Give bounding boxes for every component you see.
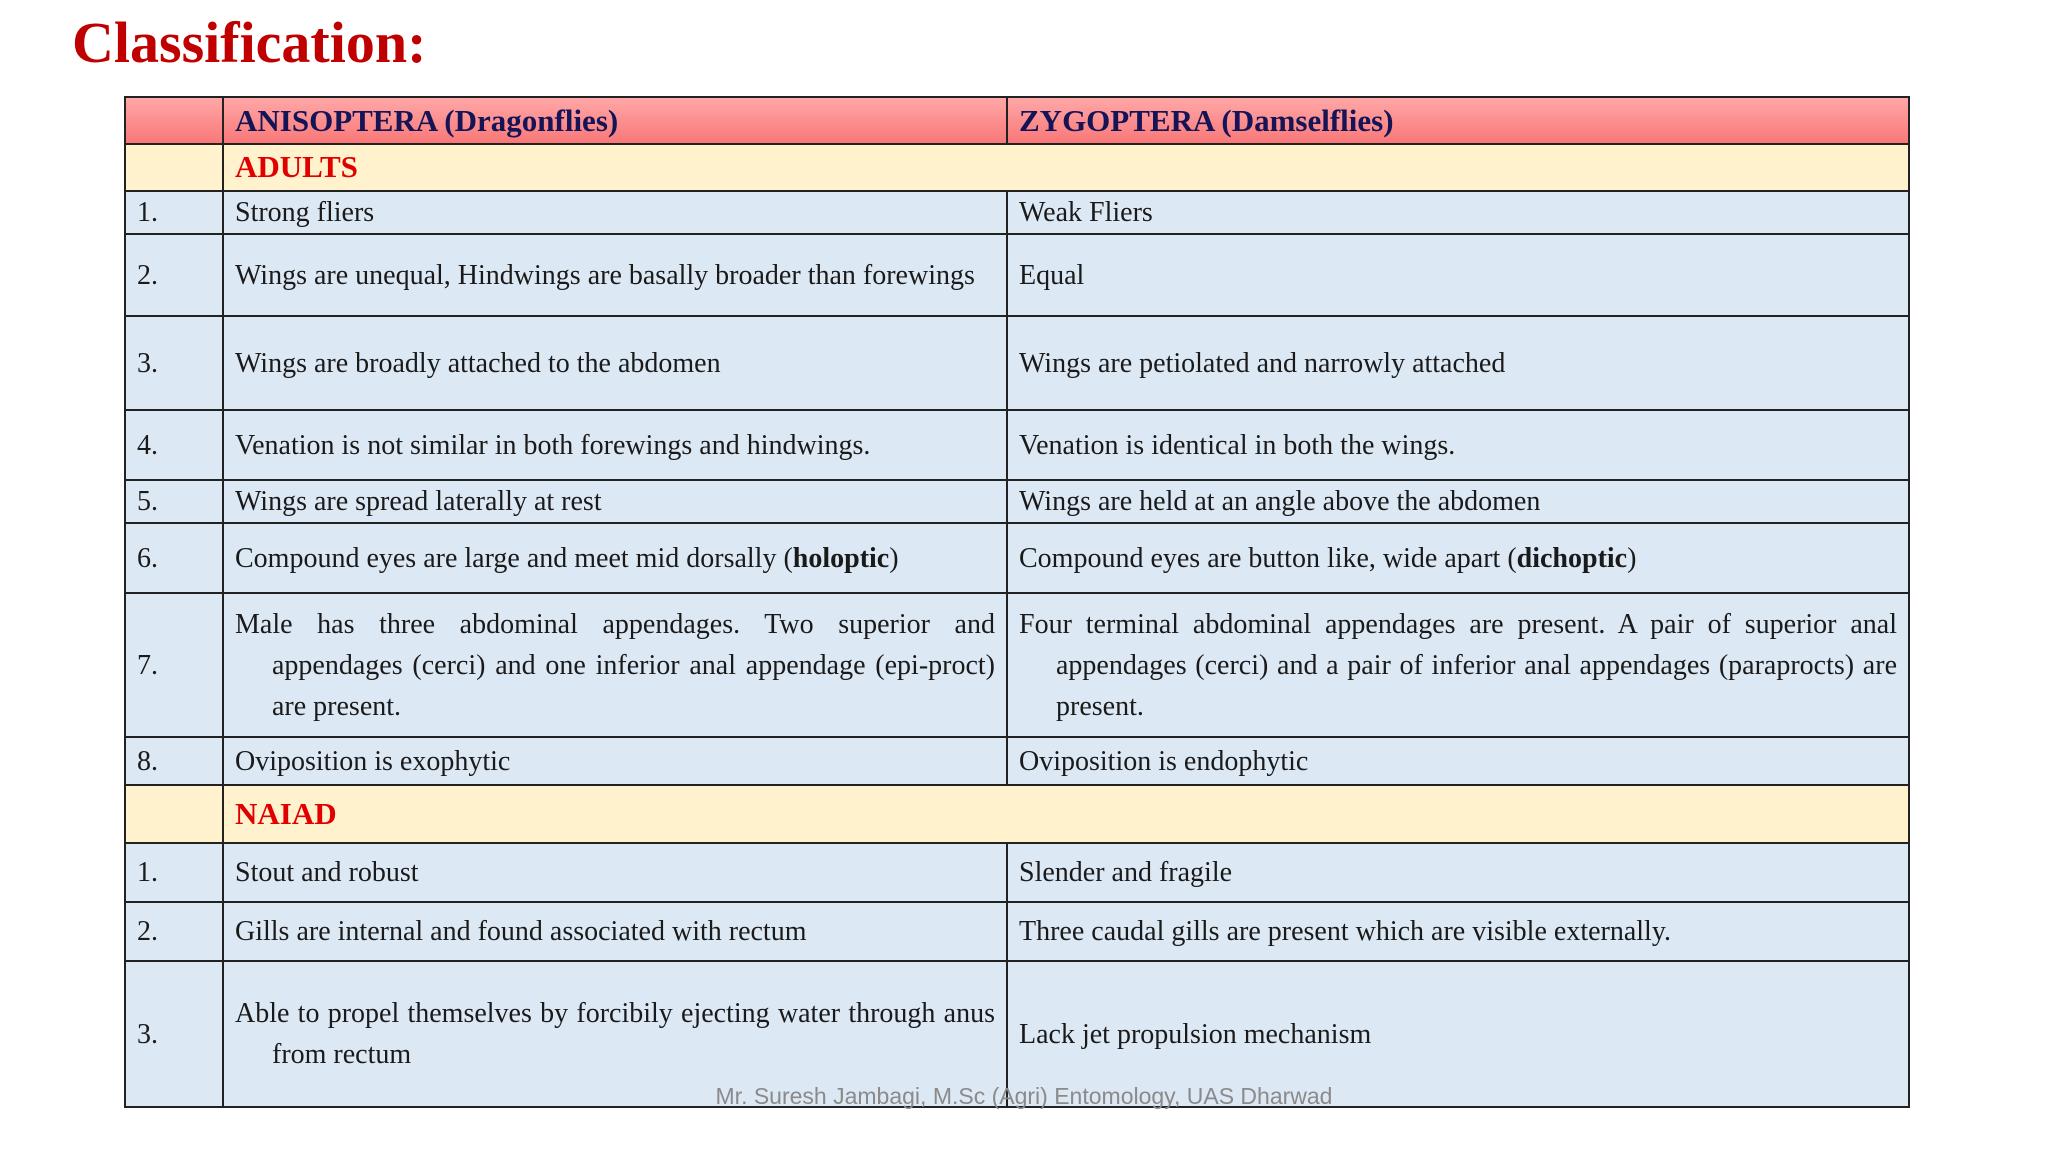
anisoptera-cell: Strong fliers [223,191,1007,234]
table-header-row [125,97,1909,144]
classification-table-container [124,96,1908,1108]
section-row-naiad [125,785,1909,843]
anisoptera-cell: Wings are spread laterally at rest [223,480,1007,523]
section-number-cell [125,144,223,191]
row-number: 7. [125,593,223,737]
row-number: 4. [125,410,223,480]
table-row [125,902,1909,961]
table-row [125,234,1909,316]
zygoptera-cell: Slender and fragile [1007,843,1909,902]
table-row [125,191,1909,234]
table-row [125,316,1909,410]
table-row [125,523,1909,593]
header-number-cell [125,97,223,144]
row-number: 1. [125,843,223,902]
table-row [125,593,1909,737]
zygoptera-cell: Four terminal abdominal appendages are present. A pair of superior anal appendages (cerci) and a pair of inferior anal appendages (paraprocts) are present. [1007,593,1909,737]
row-number: 2. [125,902,223,961]
anisoptera-cell: Stout and robust [223,843,1007,902]
classification-table [124,96,1910,1108]
section-label-adults: ADULTS [223,144,1909,191]
table-row [125,410,1909,480]
zygoptera-cell: Lack jet propulsion mechanism [1007,961,1909,1107]
anisoptera-cell: Wings are broadly attached to the abdomen [223,316,1007,410]
zygoptera-cell: Weak Fliers [1007,191,1909,234]
row-number: 3. [125,961,223,1107]
page-title: Classification: [72,10,427,75]
header-zygoptera: ZYGOPTERA (Damselflies) [1007,97,1909,144]
term-dichoptic: dichoptic [1516,542,1628,574]
footer-credit: Mr. Suresh Jambagi, M.Sc (Agri) Entomology, UAS Dharwad [715,1083,1333,1109]
section-number-cell [125,785,223,843]
row-number: 3. [125,316,223,410]
zygoptera-cell: Three caudal gills are present which are visible externally. [1007,902,1909,961]
term-holoptic: holoptic [792,542,890,574]
row-number: 5. [125,480,223,523]
zygoptera-cell: Equal [1007,234,1909,316]
anisoptera-cell: Wings are unequal, Hindwings are basally broader than forewings [223,234,1007,316]
table-row [125,843,1909,902]
row-number: 8. [125,737,223,785]
section-row-adults [125,144,1909,191]
zygoptera-cell: Wings are petiolated and narrowly attached [1007,316,1909,410]
anisoptera-cell: Compound eyes are large and meet mid dorsally (holoptic) [223,523,1007,593]
zygoptera-cell: Wings are held at an angle above the abdomen [1007,480,1909,523]
zygoptera-cell: Oviposition is endophytic [1007,737,1909,785]
header-anisoptera: ANISOPTERA (Dragonflies) [223,97,1007,144]
table-row [125,737,1909,785]
row-number: 1. [125,191,223,234]
row-number: 2. [125,234,223,316]
section-label-naiad: NAIAD [223,785,1909,843]
anisoptera-cell: Venation is not similar in both forewings and hindwings. [223,410,1007,480]
anisoptera-cell: Gills are internal and found associated with rectum [223,902,1007,961]
anisoptera-cell: Male has three abdominal appendages. Two superior and appendages (cerci) and one inferior anal appendage (epi-proct) are present. [223,593,1007,737]
table-row [125,480,1909,523]
anisoptera-cell: Oviposition is exophytic [223,737,1007,785]
zygoptera-cell: Compound eyes are button like, wide apart (dichoptic) [1007,523,1909,593]
zygoptera-cell: Venation is identical in both the wings. [1007,410,1909,480]
row-number: 6. [125,523,223,593]
anisoptera-cell: Able to propel themselves by forcibily ejecting water through anus from rectum [223,961,1007,1107]
